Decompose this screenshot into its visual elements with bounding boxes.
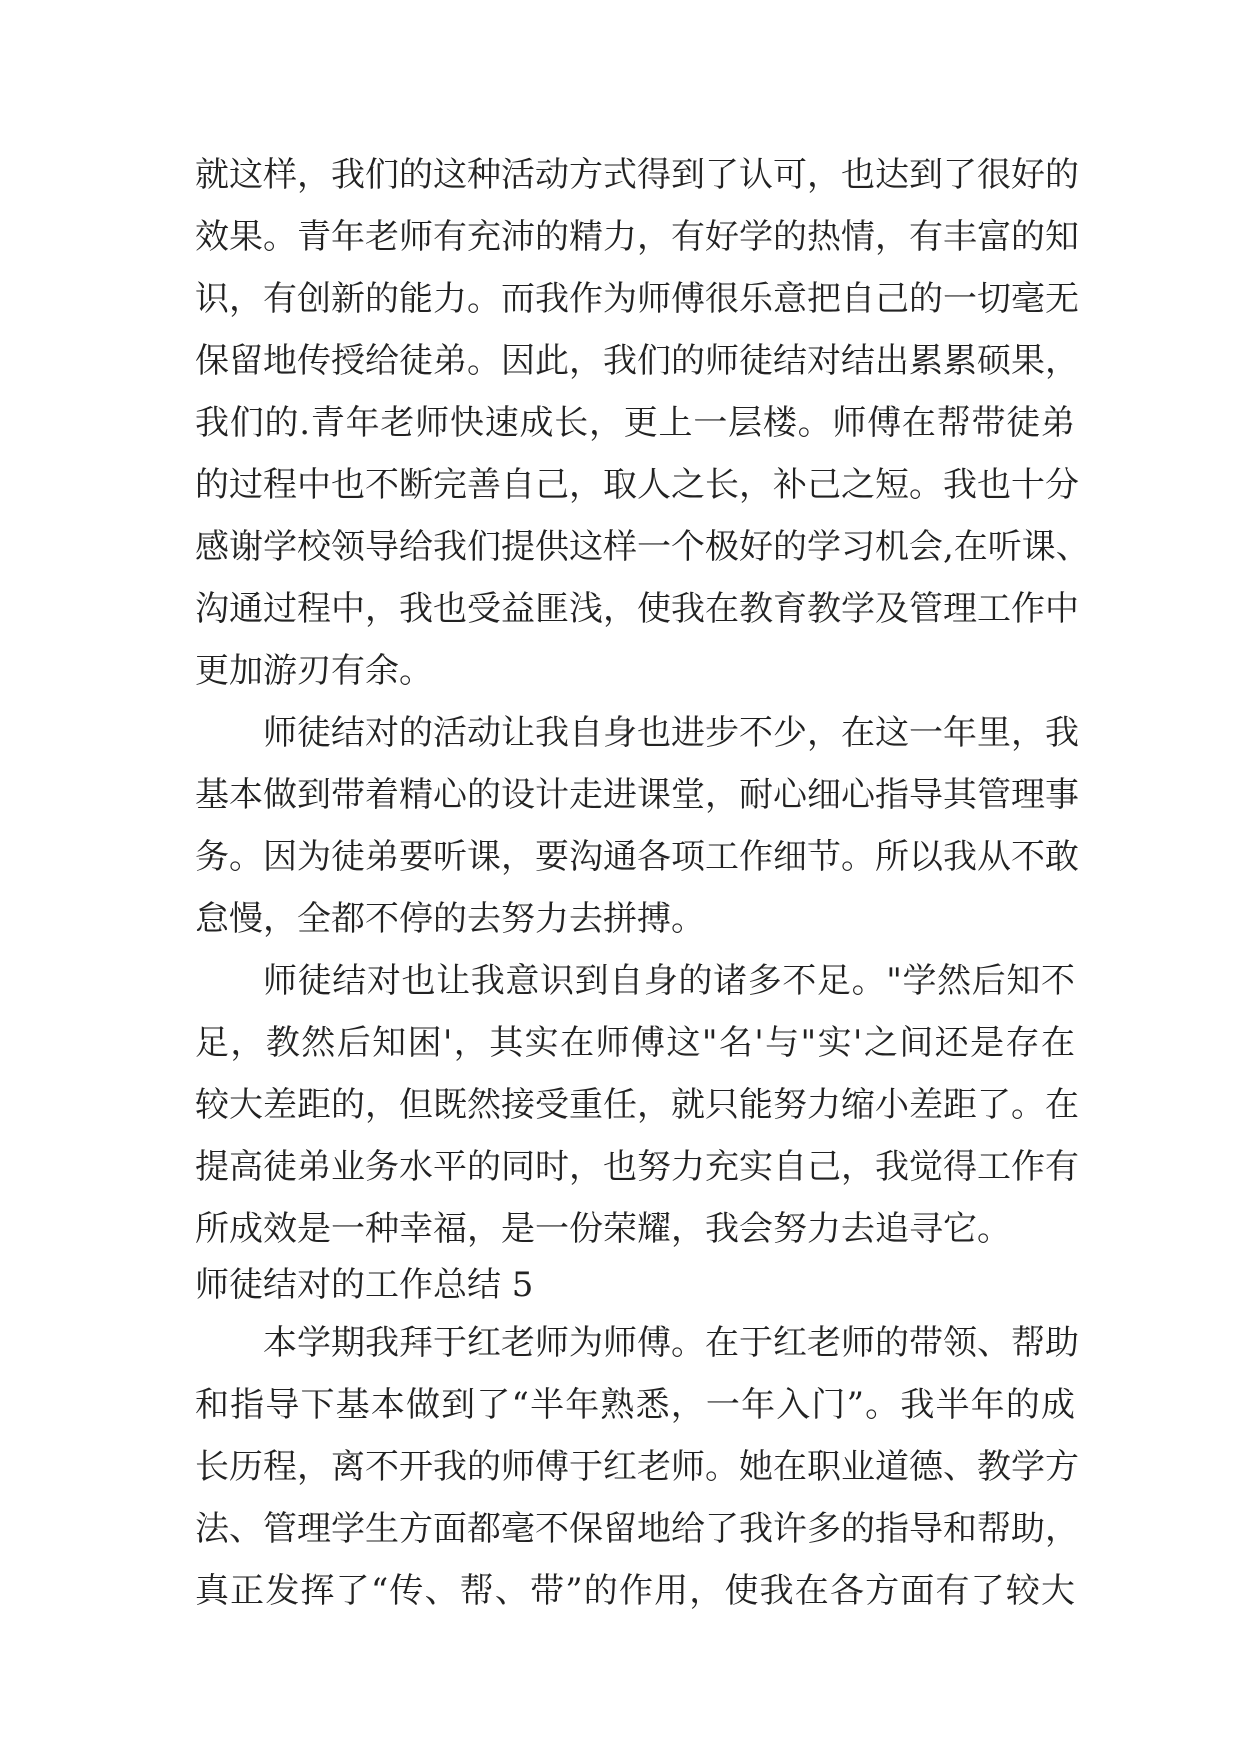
paragraph-2-line-1: 师徒结对的活动让我自身也进步不少，在这一年里，我 [263,713,1079,753]
paragraph-3-line-3: 较大差距的，但既然接受重任，就只能努力缩小差距了。在 [195,1085,1079,1125]
paragraph-3-line-5: 所成效是一种幸福，是一份荣耀，我会努力去追寻它。 [195,1209,1011,1249]
paragraph-1-line-7: 感谢学校领导给我们提供这样一个极好的学习机会,在听课、 [195,527,1090,567]
paragraph-2-line-4: 怠慢，全都不停的去努力去拼搏。 [195,899,705,939]
paragraph-4-line-1: 本学期我拜于红老师为师傅。在于红老师的带领、帮助 [263,1323,1079,1363]
paragraph-1-line-8: 沟通过程中，我也受益匪浅，使我在教育教学及管理工作中 [195,589,1079,629]
paragraph-1-line-1: 就这样，我们的这种活动方式得到了认可，也达到了很好的 [195,155,1079,195]
paragraph-4-line-4: 法、管理学生方面都毫不保留地给了我许多的指导和帮助， [195,1509,1079,1549]
section-heading: 师徒结对的工作总结 5 [195,1265,534,1305]
paragraph-4-line-2: 和指导下基本做到了“半年熟悉，一年入门”。我半年的成 [195,1385,1075,1425]
paragraph-3-line-4: 提高徒弟业务水平的同时，也努力充实自己，我觉得工作有 [195,1147,1079,1187]
paragraph-1-line-6: 的过程中也不断完善自己，取人之长，补己之短。我也十分 [195,465,1079,505]
paragraph-3-line-2: 足，教然后知困'，其实在师傅这"名'与"实'之间还是存在 [195,1023,1075,1063]
paragraph-1-line-9: 更加游刃有余。 [195,651,433,691]
paragraph-1-line-2: 效果。青年老师有充沛的精力，有好学的热情，有丰富的知 [195,217,1079,257]
paragraph-1-line-3: 识，有创新的能力。而我作为师傅很乐意把自己的一切毫无 [195,279,1079,319]
paragraph-1-line-4: 保留地传授给徒弟。因此，我们的师徒结对结出累累硕果， [195,341,1079,381]
paragraph-4-line-3: 长历程，离不开我的师傅于红老师。她在职业道德、教学方 [195,1447,1079,1487]
paragraph-2-line-2: 基本做到带着精心的设计走进课堂，耐心细心指导其管理事 [195,775,1079,815]
paragraph-3-line-1: 师徒结对也让我意识到自身的诸多不足。"学然后知不 [263,961,1075,1001]
paragraph-4-line-5: 真正发挥了“传、帮、带”的作用，使我在各方面有了较大 [195,1571,1075,1611]
paragraph-1-line-5: 我们的.青年老师快速成长，更上一层楼。师傅在帮带徒弟 [195,403,1075,443]
paragraph-2-line-3: 务。因为徒弟要听课，要沟通各项工作细节。所以我从不敢 [195,837,1079,877]
